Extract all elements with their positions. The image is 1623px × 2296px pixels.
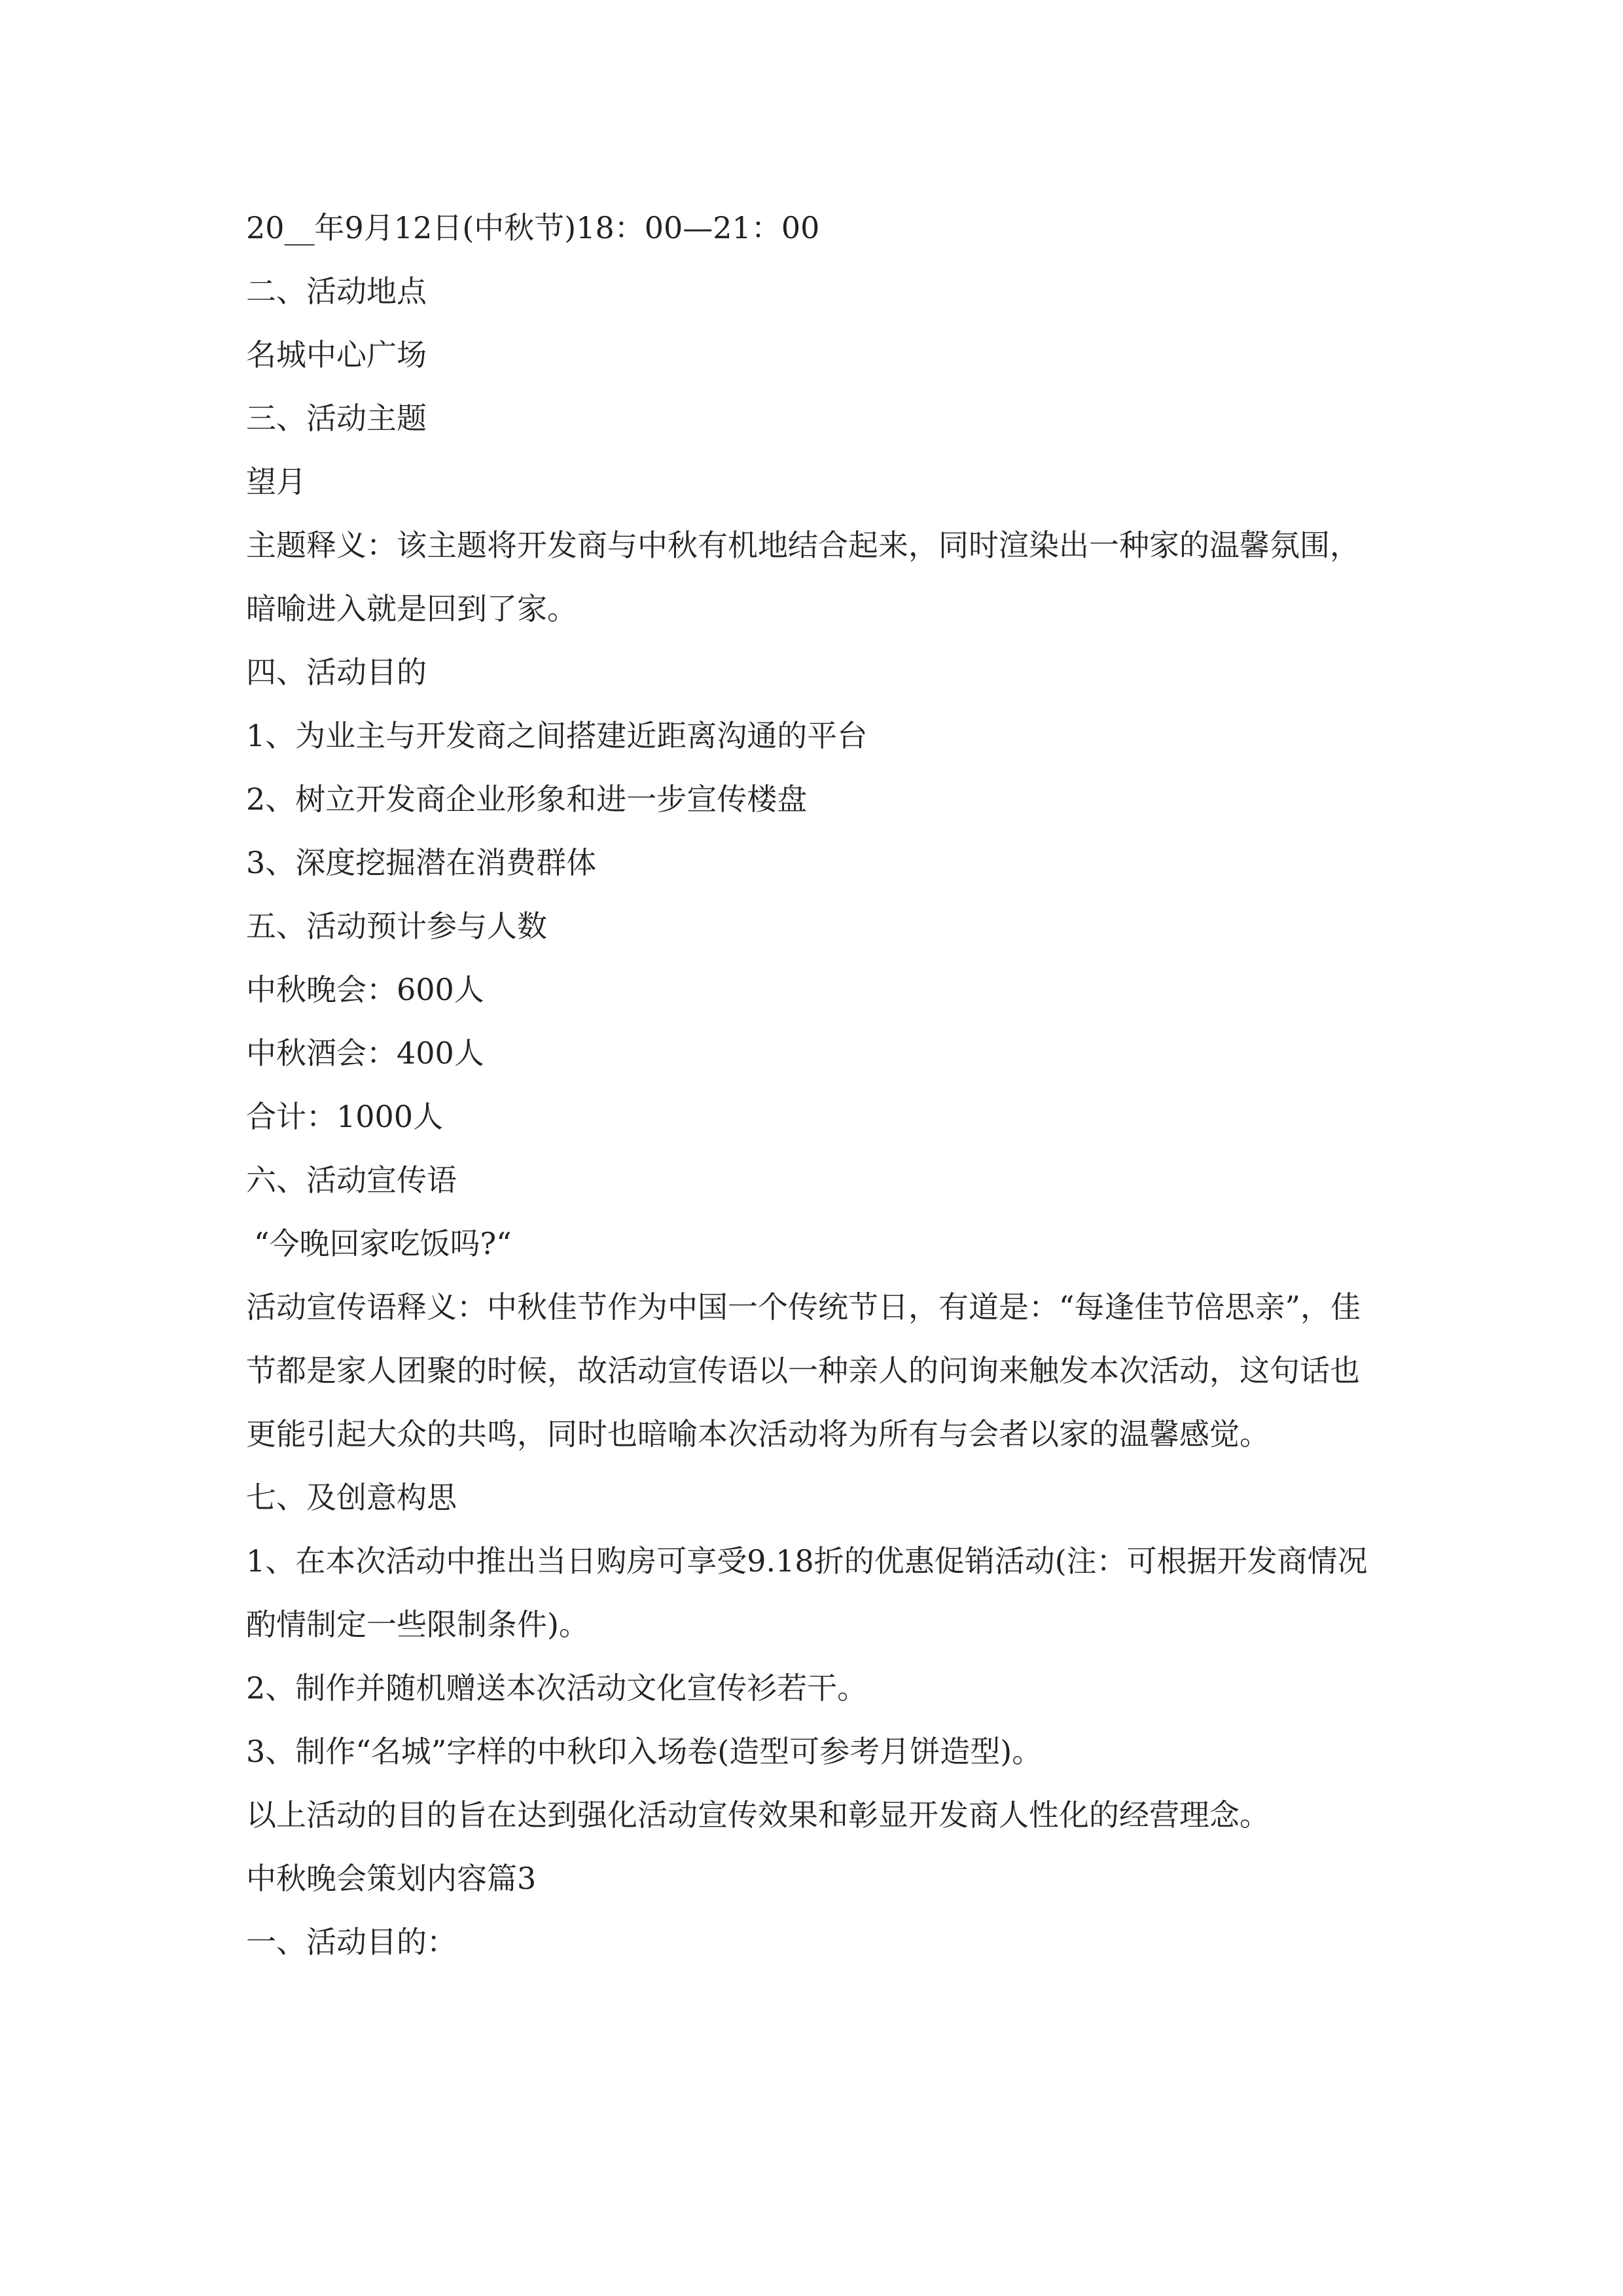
- attendance-total: 合计：1000人: [246, 1099, 444, 1134]
- chapter-title: 中秋晚会策划内容篇3: [246, 1861, 537, 1896]
- document-body: [246, 196, 1385, 1974]
- theme-explanation-paragraph: 主题释义：该主题将开发商与中秋有机地结合起来，同时渲染出一种家的温馨氛围，暗喻进入就是回到了家。: [246, 528, 1360, 626]
- purpose-item-3: 3、深度挖掘潜在消费群体: [246, 845, 597, 880]
- creative-item-2: 2、制作并随机赠送本次活动文化宣传衫若干。: [246, 1670, 868, 1706]
- attendance-reception: 中秋酒会：400人: [246, 1035, 484, 1071]
- section-heading-purpose: 四、活动目的: [246, 655, 427, 690]
- event-time-line: 20__年9月12日(中秋节)18：00—21：00: [246, 210, 820, 245]
- section-heading-creative: 七、及创意构思: [246, 1480, 457, 1515]
- section-heading-attendance: 五、活动预计参与人数: [246, 908, 547, 944]
- section-heading-slogan: 六、活动宣传语: [246, 1162, 457, 1198]
- attendance-gala: 中秋晚会：600人: [246, 972, 484, 1007]
- section-heading-activity-purpose: 一、活动目的：: [246, 1924, 457, 1960]
- purpose-item-1: 1、为业主与开发商之间搭建近距离沟通的平台: [246, 718, 868, 753]
- summary-text: 以上活动的目的旨在达到强化活动宣传效果和彰显开发商人性化的经营理念。: [246, 1797, 1270, 1833]
- section-heading-theme: 三、活动主题: [246, 401, 427, 436]
- purpose-item-2: 2、树立开发商企业形象和进一步宣传楼盘: [246, 781, 808, 817]
- creative-item-1: 1、在本次活动中推出当日购房可享受9.18折的优惠促销活动(注：可根据开发商情况酌情制定一些限制条件)。: [246, 1543, 1368, 1642]
- theme-text: 望月: [246, 464, 306, 499]
- slogan-text: “今晚回家吃饭吗?“: [254, 1226, 512, 1261]
- section-heading-location: 二、活动地点: [246, 274, 427, 309]
- creative-item-3: 3、制作“名城”字样的中秋印入场卷(造型可参考月饼造型)。: [246, 1734, 1043, 1769]
- location-text: 名城中心广场: [246, 337, 427, 372]
- slogan-explanation-paragraph: 活动宣传语释义：中秋佳节作为中国一个传统节日，有道是：“每逢佳节倍思亲”，佳节都是家人团聚的时候，故活动宣传语以一种亲人的问询来触发本次活动，这句话也更能引起大众的共鸣，同时也暗喻本次活动将为所有与会者以家的温馨感觉。: [246, 1289, 1361, 1452]
